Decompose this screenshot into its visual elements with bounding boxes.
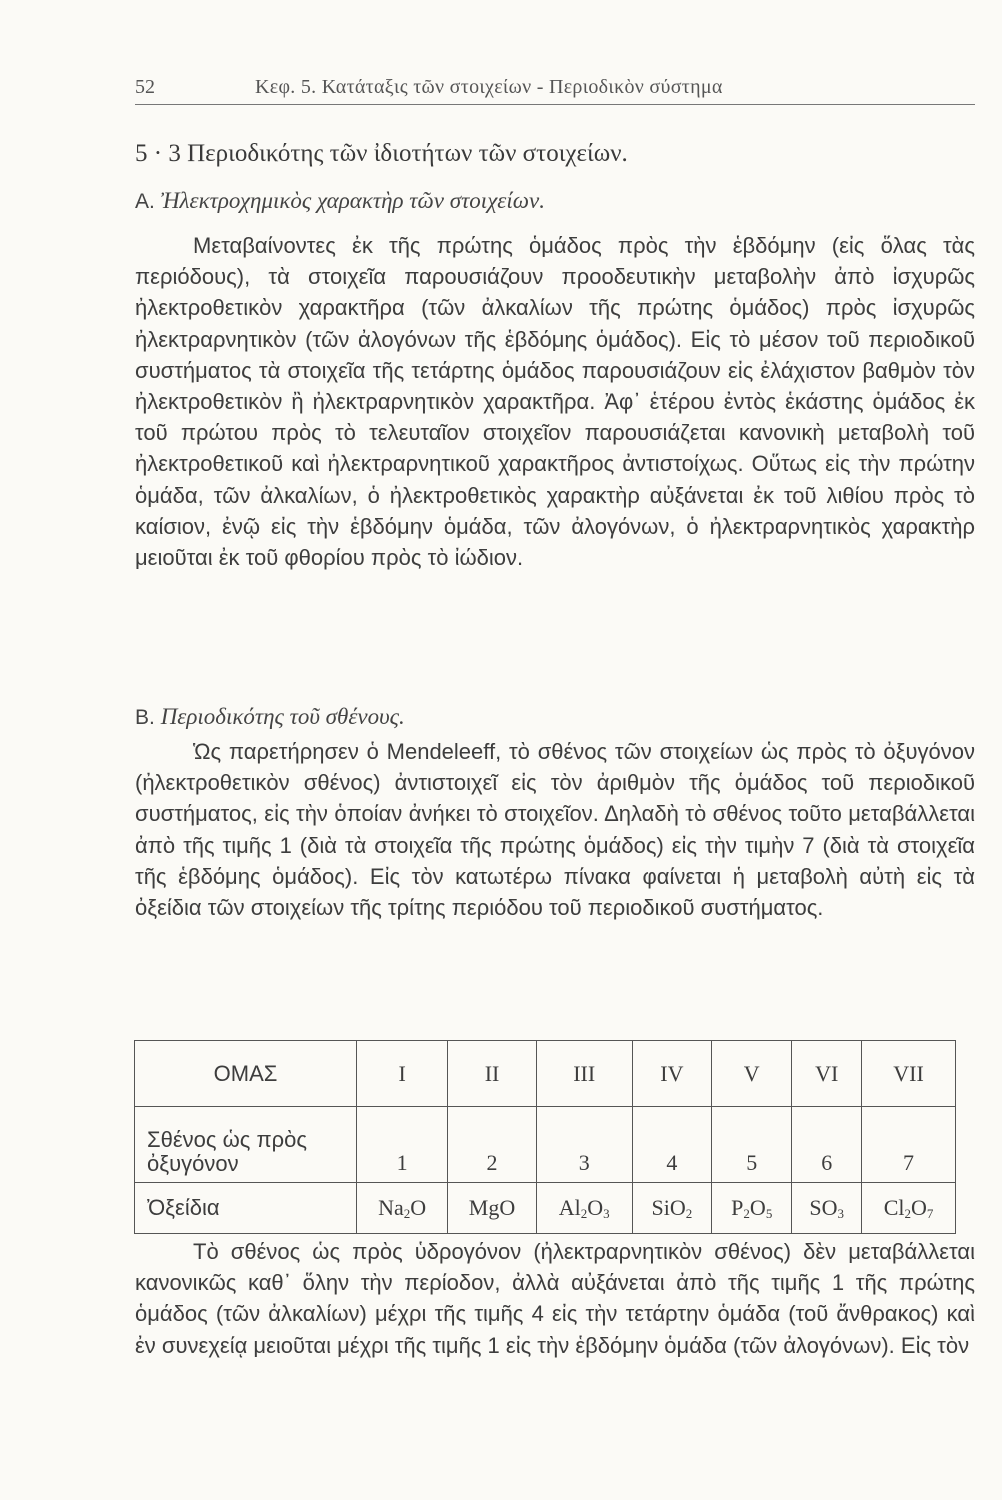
- formula-oxygen: O: [499, 1195, 516, 1220]
- formula-subscript: 2: [580, 1206, 588, 1221]
- oxide-formula-cell: [712, 1183, 792, 1234]
- formula-element: Si: [651, 1195, 670, 1220]
- oxide-formula-cell: [448, 1183, 537, 1234]
- group-cell: III: [536, 1041, 632, 1107]
- subsection-a-paragraph: Μεταβαίνοντες ἐκ τῆς πρώτης ὁμάδος πρὸς τὴν ἑβδόμην (εἰς ὅλας τὰς περιόδους), τὰ στοιχεῖα παρουσιάζουν προοδευτικὴν μεταβολὴν ἀπὸ ἰσχυρῶς ἠλεκτροθετικὸν χαρακτῆρα (τῶν ἀλκαλίων τῆς πρώτης ὁμάδος) πρὸς ἰσχυρῶς ἠλεκτραρνητικὸν (τῶν ἀλογόνων τῆς ἑβδόμης ὁμάδος). Εἰς τὸ μέσον τοῦ περιοδικοῦ συστήματος τὰ στοιχεῖα τῆς τετάρτης ὁμάδος παρουσιάζουν εἰς ἐλάχιστον βαθμὸν τὸν ἠλεκτροθετικὸν ἢ ἠλεκτραρνητικὸν χαρακτῆρα. Ἀφ᾽ ἑτέρου ἐντὸς ἑκάστης ὁμάδος ἐκ τοῦ πρώτου πρὸς τὸ τελευταῖον στοιχεῖον παρουσιάζεται κανονικὴ μεταβολὴ τοῦ ἠλεκτροθετικοῦ καὶ ἠλεκτραρνητικοῦ χαρακτῆρος ἀντιστοίχως. Οὕτως εἰς τὴν πρώτην ὁμάδα, τῶν ἀλκαλίων, ὁ ἠλεκτροθετικὸς χαρακτὴρ αὐξάνεται ἐκ τοῦ λιθίου πρὸς τὸ καίσιον, ἐνῷ εἰς τὴν ἑβδόμην ὁμάδα, τῶν ἀλογόνων, ὁ ἠλεκτραρνητικὸς χαρακτὴρ μειοῦται ἐκ τοῦ φθορίου πρὸς τὸ ἰώδιον.: [135, 233, 975, 571]
- page-number: 52: [135, 76, 155, 98]
- subsection-a-heading: [135, 188, 975, 214]
- valence-cell: 4: [632, 1107, 712, 1183]
- formula-oxygen: O: [587, 1195, 604, 1220]
- group-row-header: ΟΜΑΣ: [135, 1041, 357, 1107]
- valence-cell: 2: [448, 1107, 537, 1183]
- formula-oxygen: O: [821, 1195, 838, 1220]
- formula-element: P: [731, 1195, 744, 1220]
- formula-subscript: 3: [603, 1206, 610, 1221]
- valence-cell: 3: [536, 1107, 632, 1183]
- formula-subscript: 7: [926, 1206, 934, 1221]
- formula-element: Cl: [883, 1195, 905, 1220]
- group-cell: V: [712, 1041, 792, 1107]
- formula-subscript: 5: [765, 1206, 773, 1221]
- subsection-b-title: Περιοδικότης τοῦ σθένους.: [160, 704, 405, 729]
- closing-paragraph: Τὸ σθένος ὡς πρὸς ὑδρογόνον (ἠλεκτραρνητικὸν σθένος) δὲν μεταβάλλεται κανονικῶς καθ᾽ ὅλην τὴν περίοδον, ἀλλὰ αὐξάνεται ἀπὸ τῆς τιμῆς 1 τῆς πρώτης ὁμάδος (τῶν ἀλκαλίων) μέχρι τῆς τιμῆς 4 εἰς τὴν τετάρτην ὁμάδα (τοῦ ἄνθρακος) καὶ ἐν συνεχείᾳ μειοῦται μέχρι τῆς τιμῆς 1 εἰς τὴν ἑβδόμην ὁμάδα (τῶν ἀλογόνων). Εἰς τὸν: [135, 1239, 975, 1358]
- formula-subscript: 3: [837, 1206, 845, 1221]
- group-cell: VII: [862, 1041, 956, 1107]
- formula-subscript: 2: [904, 1206, 911, 1221]
- oxide-formula-cell: [792, 1183, 862, 1234]
- formula-oxygen: O: [911, 1195, 927, 1220]
- group-cell: I: [357, 1041, 448, 1107]
- oxide-formula-cell: [862, 1183, 956, 1234]
- oxide-formula-cell: [536, 1183, 632, 1234]
- formula-subscript: 2: [743, 1206, 750, 1221]
- oxide-formula-cell: [632, 1183, 712, 1234]
- formula-subscript: 2: [403, 1206, 411, 1221]
- chapter-title: Κεφ. 5. Κατάταξις τῶν στοιχείων - Περιοδικὸν σύστημα: [255, 76, 723, 98]
- formula-element: Al: [558, 1195, 581, 1220]
- oxide-row: [135, 1183, 956, 1234]
- subsection-a-label: Α.: [135, 190, 155, 213]
- valence-cell: 6: [792, 1107, 862, 1183]
- subsection-b-paragraph: Ὡς παρετήρησεν ὁ Mendeleeff, τὸ σθένος τῶν στοιχείων ὡς πρὸς τὸ ὀξυγόνον (ἠλεκτροθετικὸν σθένος) ἀντιστοιχεῖ εἰς τὸν ἀριθμὸν τῆς ὁμάδος τοῦ περιοδικοῦ συστήματος, εἰς τὴν ὁποίαν ἀνήκει τὸ στοιχεῖον. Δηλαδὴ τὸ σθένος τοῦτο μεταβάλλεται ἀπὸ τῆς τιμῆς 1 (διὰ τὰ στοιχεῖα τῆς πρώτης ὁμάδος) εἰς τὴν τιμὴν 7 (διὰ τὰ στοιχεῖα τῆς ἑβδόμης ὁμάδος). Εἰς τὸν κατωτέρω πίνακα φαίνεται ἡ μεταβολὴ αὐτὴ εἰς τὰ ὀξείδια τῶν στοιχείων τῆς τρίτης περιόδου τοῦ περιοδικοῦ συστήματος.: [135, 739, 975, 921]
- group-cell: II: [448, 1041, 537, 1107]
- subsection-b-heading: [135, 704, 975, 730]
- formula-oxygen: O: [669, 1195, 686, 1220]
- running-head: [135, 72, 975, 104]
- group-row: [135, 1041, 956, 1107]
- valence-row: [135, 1107, 956, 1183]
- subsection-b-label: Β.: [135, 706, 155, 729]
- group-cell: VI: [792, 1041, 862, 1107]
- valence-cell: 7: [862, 1107, 956, 1183]
- oxides-table: [134, 1040, 956, 1234]
- formula-element: Na: [378, 1195, 404, 1220]
- valence-cell: 5: [712, 1107, 792, 1183]
- group-cell: IV: [632, 1041, 712, 1107]
- valence-row-header: Σθένος ὡς πρὸς ὀξυγόνον: [135, 1107, 357, 1183]
- formula-oxygen: O: [410, 1195, 427, 1220]
- oxide-formula-cell: [357, 1183, 448, 1234]
- header-rule: [135, 104, 975, 105]
- formula-element: S: [809, 1195, 822, 1220]
- formula-subscript: 2: [685, 1206, 693, 1221]
- subsection-a-title: Ἠλεκτροχημικὸς χαρακτὴρ τῶν στοιχείων.: [160, 188, 545, 213]
- section-title: 5 · 3 Περιοδικότης τῶν ἰδιοτήτων τῶν στοιχείων.: [135, 140, 628, 167]
- oxide-row-header: Ὀξείδια: [135, 1183, 357, 1234]
- formula-element: Mg: [468, 1195, 500, 1220]
- formula-oxygen: O: [749, 1195, 766, 1220]
- valence-cell: 1: [357, 1107, 448, 1183]
